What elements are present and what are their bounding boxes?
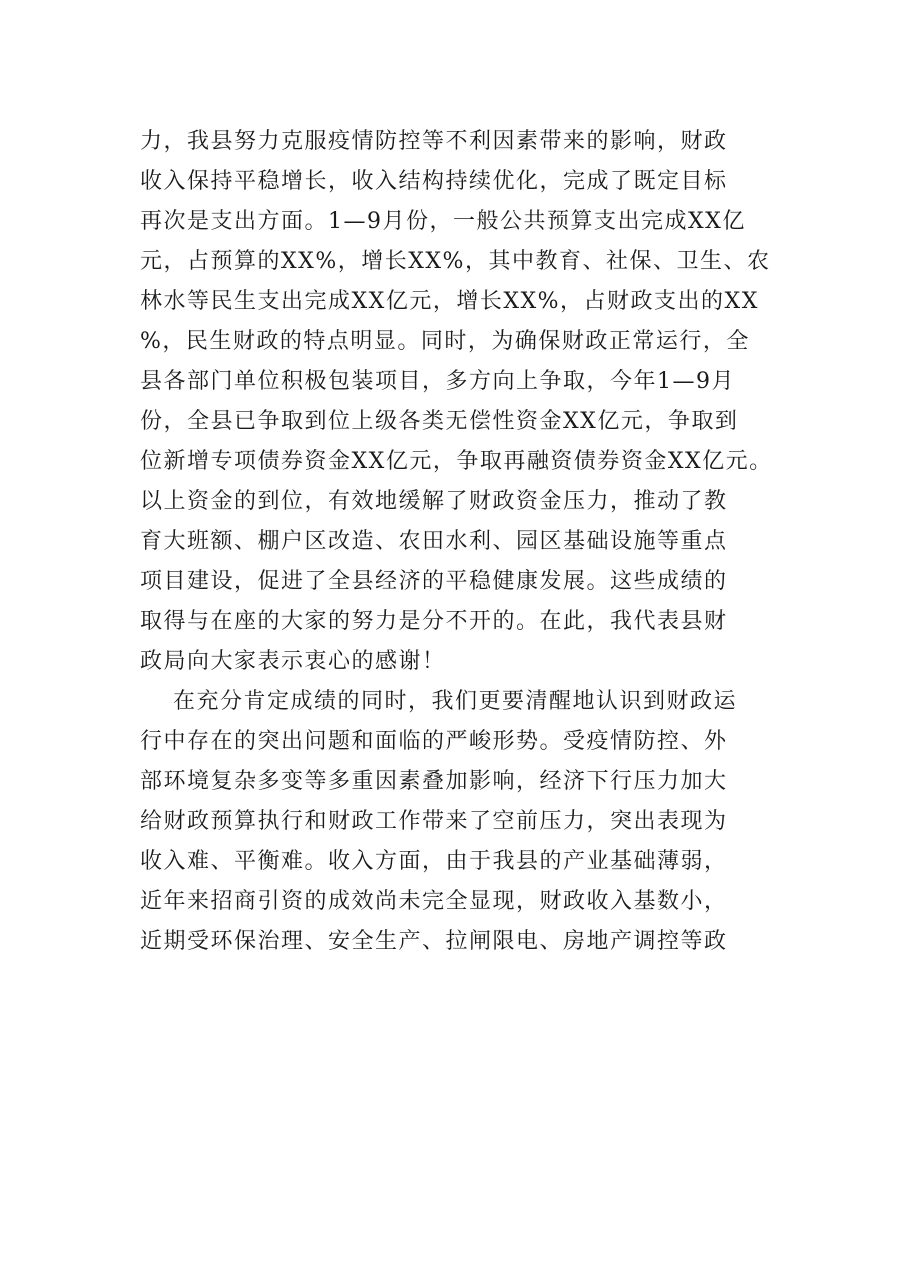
text-line: 收入保持平稳增长，收入结构持续优化，完成了既定目标 [140, 169, 728, 194]
text-line: 取得与在座的大家的努力是分不开的。在此，我代表县财 [140, 609, 728, 634]
text-line: 元，占预算的XX%，增长XX%，其中教育、社保、卫生、农 [140, 249, 771, 274]
text-line: 位新增专项债券资金XX亿元，争取再融资债券资金XX亿元。 [140, 449, 773, 474]
text-line: 林水等民生支出完成XX亿元，增长XX%，占财政支出的XX [140, 289, 759, 314]
text-line: %，民生财政的特点明显。同时，为确保财政正常运行，全 [140, 329, 750, 354]
text-line: 行中存在的突出问题和面临的严峻形势。受疫情防控、外 [140, 729, 728, 754]
text-line: 政局向大家表示衷心的感谢！ [140, 649, 446, 674]
text-line: 以上资金的到位，有效地缓解了财政资金压力，推动了教 [140, 489, 728, 514]
text-line: 部环境复杂多变等多重因素叠加影响，经济下行压力加大 [140, 769, 728, 794]
text-line: 力，我县努力克服疫情防控等不利因素带来的影响，财政 [140, 129, 728, 154]
text-line: 育大班额、棚户区改造、农田水利、园区基础设施等重点 [140, 529, 728, 554]
text-line: 收入难、平衡难。收入方面，由于我县的产业基础薄弱， [140, 849, 728, 874]
text-line: 县各部门单位积极包装项目，多方向上争取，今年1—9月 [140, 369, 735, 394]
text-line: 近期受环保治理、安全生产、拉闸限电、房地产调控等政 [140, 929, 728, 954]
paragraph-start-line: 在充分肯定成绩的同时，我们更要清醒地认识到财政运 [173, 689, 738, 714]
text-line: 份，全县已争取到位上级各类无偿性资金XX亿元，争取到 [140, 409, 739, 434]
text-line: 近年来招商引资的成效尚未完全显现，财政收入基数小， [140, 889, 728, 914]
text-line: 项目建设，促进了全县经济的平稳健康发展。这些成绩的 [140, 569, 728, 594]
text-line: 给财政预算执行和财政工作带来了空前压力，突出表现为 [140, 809, 728, 834]
text-line: 再次是支出方面。1—9月份，一般公共预算支出完成XX亿 [140, 209, 746, 234]
body-text [140, 122, 790, 962]
